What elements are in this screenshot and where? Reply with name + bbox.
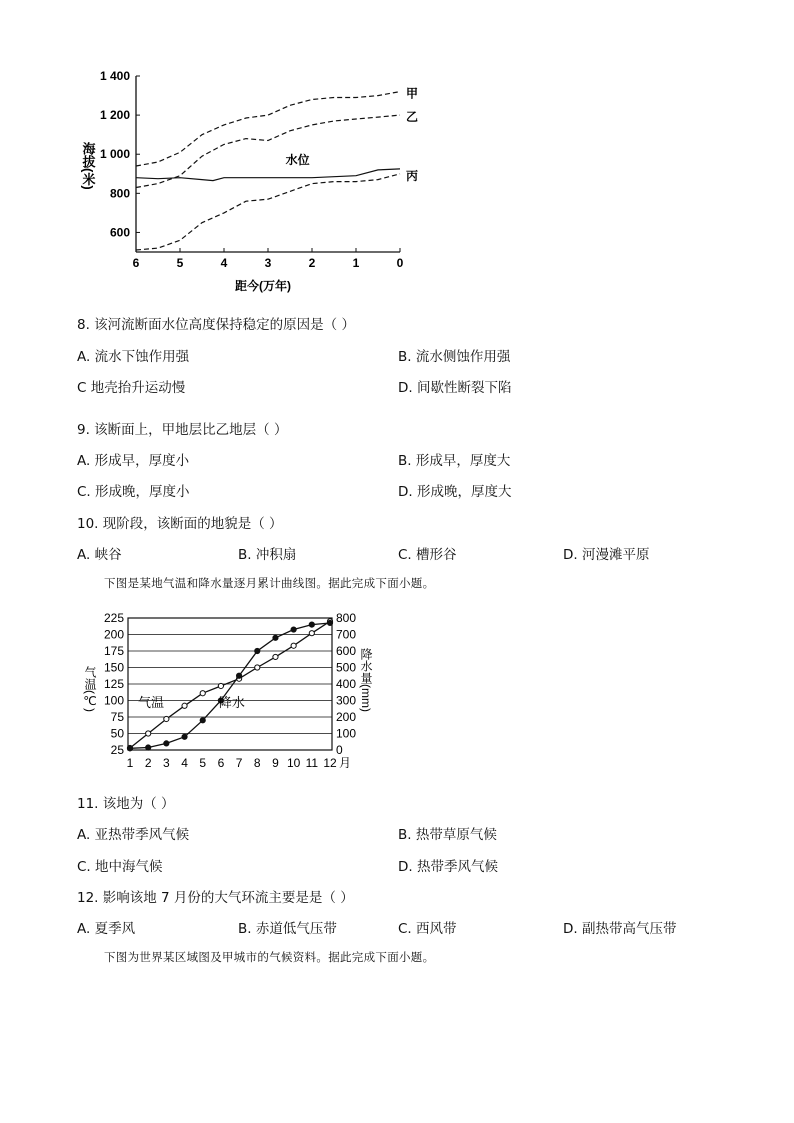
point-降水: [182, 734, 187, 739]
x-tick-label: 3: [264, 256, 272, 270]
climate-cumulative-chart: [70, 606, 390, 776]
right-tick-label: 200: [336, 710, 357, 724]
point-气温: [273, 654, 278, 659]
figure-2-intro: 下图是某地气温和降水量逐月累计曲线图。据此完成下面小题。: [104, 576, 435, 590]
left-tick-label: 150: [103, 660, 124, 675]
question-8-option-a[interactable]: A. 流水下蚀作用强: [77, 349, 190, 365]
question-11-stem: 11. 该地为（ ）: [77, 796, 175, 812]
series-label-丙: 丙: [406, 168, 419, 183]
right-axis-title: 降水量(mm): [359, 648, 373, 712]
right-tick-label: 100: [336, 726, 357, 741]
month-tick-label: 8: [253, 756, 261, 770]
month-tick-label: 12: [323, 756, 337, 770]
left-tick-label: 175: [103, 644, 124, 658]
point-降水: [164, 741, 169, 746]
x-tick-label: 0: [396, 256, 404, 270]
question-10-option-c[interactable]: C. 槽形谷: [398, 547, 457, 563]
month-tick-label: 3: [163, 756, 170, 770]
point-降水: [309, 622, 314, 627]
point-气温: [164, 716, 169, 721]
series-label-甲: 甲: [406, 86, 419, 101]
right-tick-label: 300: [336, 693, 357, 708]
left-tick-label: 25: [110, 743, 124, 757]
right-tick-label: 600: [336, 644, 357, 658]
series-label-降水: 降水: [218, 695, 245, 711]
question-9-option-c[interactable]: C. 形成晚，厚度小: [77, 484, 190, 500]
right-tick-label: 800: [336, 611, 357, 625]
x-tick-label: 6: [132, 256, 140, 270]
question-11-option-d[interactable]: D. 热带季风气候: [398, 859, 498, 875]
left-tick-label: 125: [103, 677, 124, 691]
x-tick-label: 4: [220, 256, 228, 270]
question-10-option-a[interactable]: A. 峡谷: [77, 547, 122, 563]
month-tick-label: 6: [217, 756, 225, 770]
y-tick-label: 1 400: [99, 69, 130, 83]
left-axis-title: 气温(℃): [83, 666, 97, 712]
x-tick-label: 5: [176, 256, 184, 270]
question-12-option-c[interactable]: C. 西风带: [398, 921, 457, 937]
month-tick-label: 5: [199, 756, 207, 770]
question-10-option-b[interactable]: B. 冲积扇: [238, 547, 297, 563]
question-8-option-d[interactable]: D. 间歇性断裂下陷: [398, 380, 512, 396]
question-11-option-b[interactable]: B. 热带草原气候: [398, 827, 497, 843]
month-tick-label: 7: [235, 756, 243, 770]
month-tick-label: 10: [286, 756, 301, 770]
point-气温: [146, 731, 151, 736]
point-降水: [327, 620, 332, 625]
y-tick-label: 800: [109, 186, 130, 201]
point-气温: [255, 665, 260, 670]
series-line-甲: [136, 92, 400, 166]
figure-3-intro: 下图为世界某区域图及甲城市的气候资料。据此完成下面小题。: [104, 950, 435, 964]
x-tick-label: 1: [352, 256, 360, 270]
point-降水: [127, 746, 132, 751]
y-axis-label-haiba: 海拔(米): [80, 142, 96, 190]
question-9-option-b[interactable]: B. 形成早，厚度大: [398, 453, 511, 469]
question-12-option-d[interactable]: D. 副热带高气压带: [563, 921, 677, 937]
question-11-option-a[interactable]: A. 亚热带季风气候: [77, 827, 190, 843]
y-tick-label: 1 200: [99, 108, 130, 123]
question-10-option-d[interactable]: D. 河漫滩平原: [563, 547, 650, 563]
y-tick-label: 1 000: [99, 147, 130, 162]
question-10-stem: 10. 现阶段，该断面的地貌是（ ）: [77, 516, 283, 532]
series-line-水位: [136, 169, 400, 181]
question-8-stem: 8. 该河流断面水位高度保持稳定的原因是（ ）: [77, 317, 355, 333]
month-tick-label: 2: [144, 756, 152, 770]
x-axis-label-juji: 距今(万年): [235, 279, 291, 293]
question-9-option-a[interactable]: A. 形成早，厚度小: [77, 453, 190, 469]
point-降水: [291, 627, 296, 632]
river-section-chart: [70, 62, 430, 302]
x-unit-label: 月: [339, 756, 352, 770]
month-tick-label: 4: [181, 756, 188, 770]
left-tick-label: 75: [110, 710, 124, 724]
question-11-option-c[interactable]: C. 地中海气候: [77, 859, 163, 875]
left-tick-label: 50: [110, 726, 124, 741]
series-label-气温: 气温: [138, 695, 165, 711]
point-降水: [255, 648, 260, 653]
series-line-气温: [130, 621, 330, 748]
point-气温: [218, 683, 223, 688]
right-tick-label: 700: [336, 627, 357, 642]
right-tick-label: 400: [336, 677, 357, 691]
point-气温: [309, 631, 314, 636]
point-降水: [273, 635, 278, 640]
series-label-乙: 乙: [406, 110, 419, 125]
series-line-乙: [136, 115, 400, 187]
point-降水: [236, 673, 241, 678]
point-降水: [146, 745, 151, 750]
series-line-丙: [136, 174, 400, 250]
question-12-stem: 12. 影响该地 7 月份的大气环流主要是是（ ）: [77, 890, 354, 906]
y-tick-label: 600: [109, 225, 130, 240]
month-tick-label: 9: [272, 756, 279, 770]
question-9-option-d[interactable]: D. 形成晚，厚度大: [398, 484, 512, 500]
point-降水: [200, 718, 205, 723]
question-12-option-b[interactable]: B. 赤道低气压带: [238, 921, 337, 937]
series-label-水位: 水位: [285, 153, 310, 167]
right-tick-label: 0: [336, 743, 343, 757]
left-tick-label: 200: [103, 627, 124, 642]
question-12-option-a[interactable]: A. 夏季风: [77, 921, 136, 937]
point-气温: [291, 643, 296, 648]
left-tick-label: 225: [103, 611, 124, 625]
point-气温: [182, 703, 187, 708]
question-8-option-c[interactable]: C 地壳抬升运动慢: [77, 380, 186, 396]
x-tick-label: 2: [308, 256, 316, 270]
month-tick-label: 11: [305, 756, 319, 770]
left-tick-label: 100: [103, 693, 124, 708]
right-tick-label: 500: [336, 660, 357, 675]
month-tick-label: 1: [126, 756, 134, 770]
point-气温: [200, 691, 205, 696]
question-8-option-b[interactable]: B. 流水侧蚀作用强: [398, 349, 511, 365]
question-9-stem: 9. 该断面上，甲地层比乙地层（ ）: [77, 422, 288, 438]
